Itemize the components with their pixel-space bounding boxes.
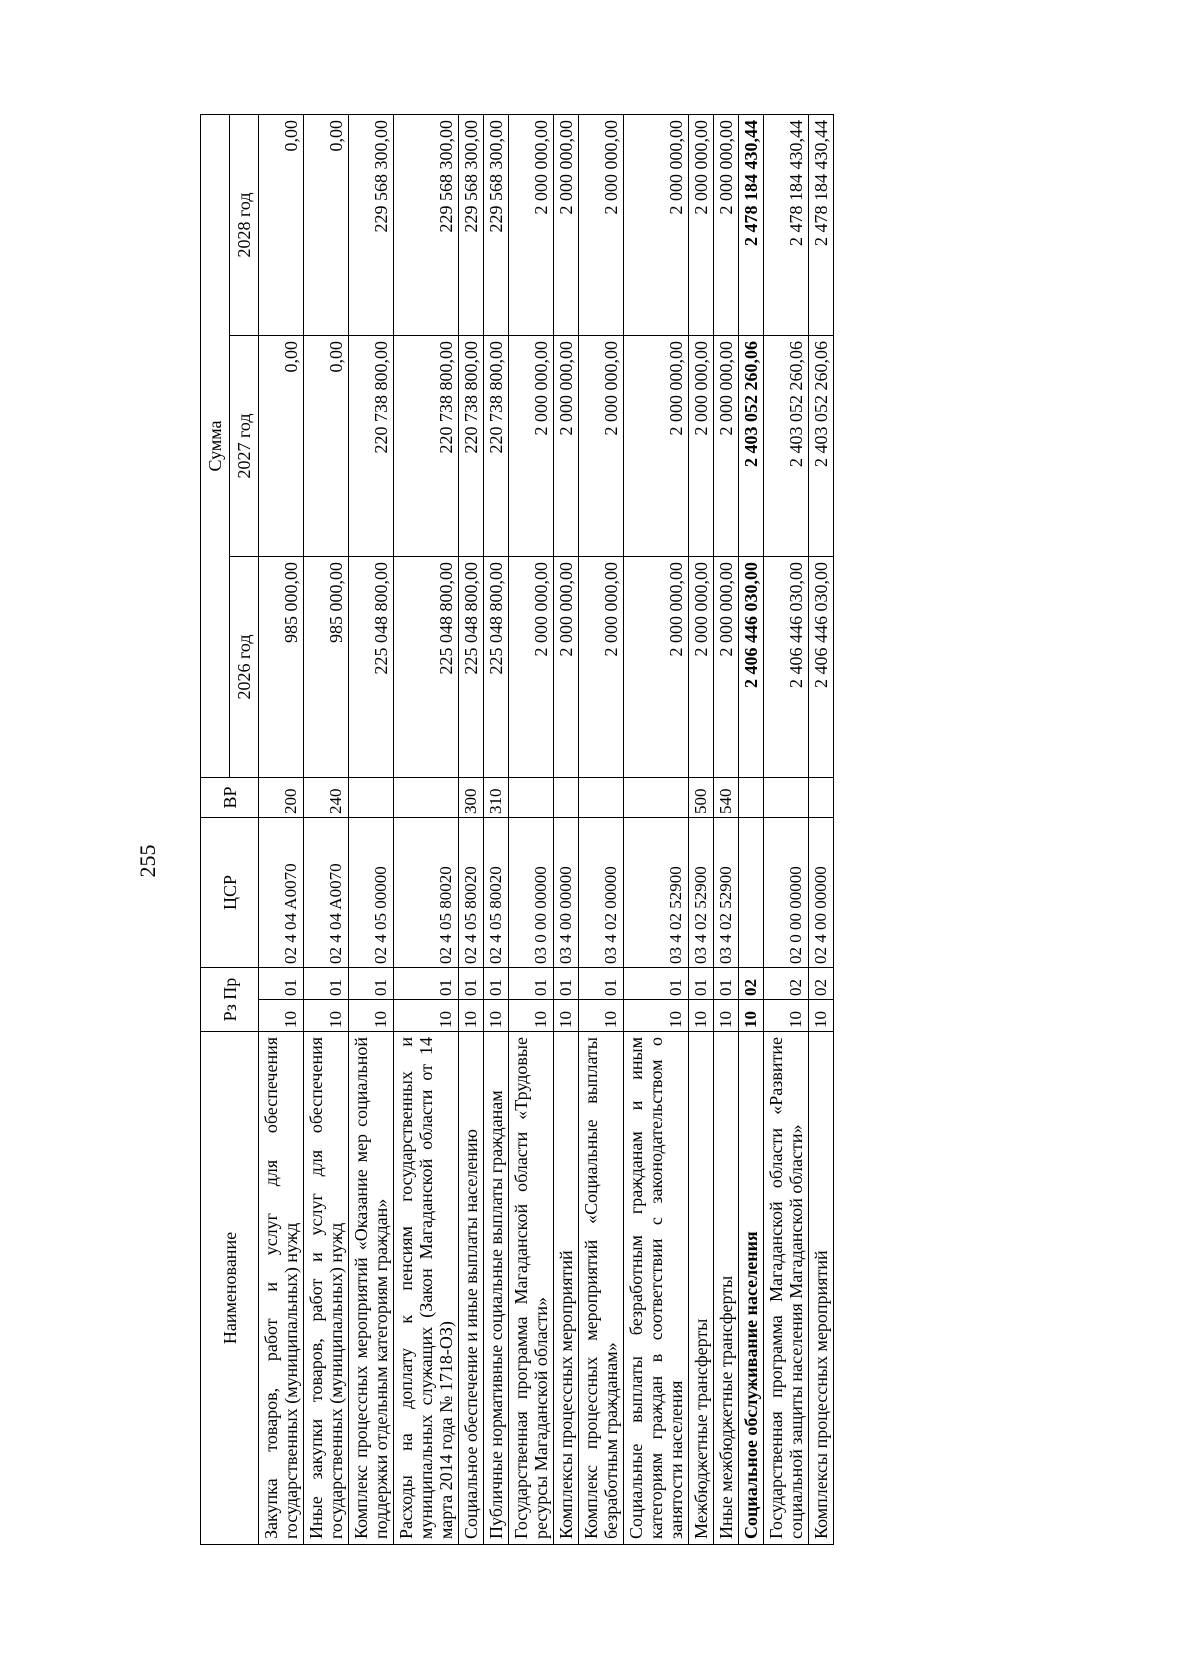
row-csr: 02 4 00 00000 [809,818,834,968]
row-rz: 10 [349,1000,394,1032]
row-csr: 03 4 02 00000 [579,818,624,968]
row-vr [394,778,459,818]
row-csr: 02 4 05 00000 [349,818,394,968]
table-row [509,115,554,1545]
row-pr: 01 [484,968,509,1000]
table-row [349,115,394,1545]
header-csr: ЦСР [201,818,259,968]
row-2028: 0,00 [259,115,304,336]
row-2027: 2 000 000,00 [689,336,714,557]
row-csr: 03 4 02 52900 [689,818,714,968]
row-csr: 02 4 05 80020 [394,818,459,968]
table-row [739,115,764,1545]
row-vr: 300 [459,778,484,818]
row-2028: 229 568 300,00 [459,115,484,336]
row-csr [739,818,764,968]
row-rz: 10 [809,1000,834,1032]
row-2026: 225 048 800,00 [349,557,394,778]
row-2026: 985 000,00 [259,557,304,778]
budget-table [200,114,834,1545]
row-pr: 01 [459,968,484,1000]
row-name: Закупка товаров, работ и услуг для обеспечения государственных (муниципальных) нужд [259,1032,304,1545]
row-2028: 2 000 000,00 [689,115,714,336]
row-name: Социальное обслуживание населения [739,1032,764,1545]
row-2026: 2 000 000,00 [714,557,739,778]
row-vr [739,778,764,818]
row-vr [579,778,624,818]
row-csr: 02 4 04 A0070 [259,818,304,968]
row-csr: 02 4 04 A0070 [304,818,349,968]
row-2027: 0,00 [304,336,349,557]
row-pr: 01 [259,968,304,1000]
table-row [764,115,809,1545]
row-vr: 540 [714,778,739,818]
header-2026: 2026 год [230,557,259,778]
row-name: Комплекс процессных мероприятий «Оказание мер социальной поддержки отдельным категориям граждан» [349,1032,394,1545]
row-rz: 10 [459,1000,484,1032]
row-name: Межбюджетные трансферты [689,1032,714,1545]
table-row [714,115,739,1545]
row-rz: 10 [509,1000,554,1032]
row-vr [509,778,554,818]
row-rz: 10 [689,1000,714,1032]
row-2027: 220 738 800,00 [484,336,509,557]
row-vr [624,778,689,818]
row-name: Государственная программа Магаданской области «Развитие социальной защиты населения Магаданской области» [764,1032,809,1545]
row-vr [809,778,834,818]
row-2026: 2 000 000,00 [509,557,554,778]
page-number: 255 [135,844,160,878]
row-name: Иные закупки товаров, работ и услуг для обеспечения государственных (муниципальных) нужд [304,1032,349,1545]
row-vr: 240 [304,778,349,818]
row-2028: 229 568 300,00 [484,115,509,336]
row-2026: 985 000,00 [304,557,349,778]
row-pr: 01 [394,968,459,1000]
row-name: Комплексы процессных мероприятий [554,1032,579,1545]
row-2027: 2 000 000,00 [624,336,689,557]
row-name: Публичные нормативные социальные выплаты гражданам [484,1032,509,1545]
row-pr: 01 [509,968,554,1000]
row-vr: 500 [689,778,714,818]
table-body [259,115,834,1545]
row-2026: 2 000 000,00 [689,557,714,778]
row-csr: 03 4 02 52900 [624,818,689,968]
row-2027: 2 403 052 260,06 [809,336,834,557]
row-pr: 01 [624,968,689,1000]
table-row [484,115,509,1545]
row-vr: 200 [259,778,304,818]
row-2026: 2 406 446 030,00 [809,557,834,778]
row-rz: 10 [554,1000,579,1032]
row-pr: 02 [739,968,764,1000]
row-2028: 2 000 000,00 [624,115,689,336]
row-2027: 2 000 000,00 [509,336,554,557]
row-2028: 229 568 300,00 [394,115,459,336]
row-rz: 10 [739,1000,764,1032]
row-name: Социальное обеспечение и иные выплаты населению [459,1032,484,1545]
table-row [394,115,459,1545]
row-pr: 01 [554,968,579,1000]
row-rz: 10 [764,1000,809,1032]
row-rz: 10 [624,1000,689,1032]
row-vr [554,778,579,818]
table-row [459,115,484,1545]
row-pr: 01 [714,968,739,1000]
table-row [259,115,304,1545]
row-pr: 02 [764,968,809,1000]
row-pr: 01 [304,968,349,1000]
row-2028: 2 478 184 430,44 [809,115,834,336]
row-2027: 0,00 [259,336,304,557]
row-name: Расходы на доплату к пенсиям государственных и муниципальных служащих (Закон Магаданской области от 14 марта 2014 года № 1718-ОЗ) [394,1032,459,1545]
row-pr: 01 [349,968,394,1000]
header-name: Наименование [201,1032,259,1545]
budget-table-wrapper [200,115,960,1545]
row-rz: 10 [394,1000,459,1032]
row-name: Комплекс процессных мероприятий «Социальные выплаты безработным гражданам» [579,1032,624,1545]
row-csr: 02 4 05 80020 [459,818,484,968]
table-row [689,115,714,1545]
row-2028: 0,00 [304,115,349,336]
row-2028: 2 000 000,00 [554,115,579,336]
row-csr: 02 0 00 00000 [764,818,809,968]
row-2026: 2 000 000,00 [554,557,579,778]
row-2026: 2 000 000,00 [579,557,624,778]
row-rz: 10 [304,1000,349,1032]
row-csr: 03 4 02 52900 [714,818,739,968]
row-2027: 2 403 052 260,06 [739,336,764,557]
table-row [554,115,579,1545]
header-2028: 2028 год [230,115,259,336]
row-vr [764,778,809,818]
row-rz: 10 [259,1000,304,1032]
row-name: Комплексы процессных мероприятий [809,1032,834,1545]
row-rz: 10 [484,1000,509,1032]
row-pr: 01 [579,968,624,1000]
row-csr: 03 0 00 00000 [509,818,554,968]
header-rzpr: Рз Пр [201,968,259,1032]
row-csr: 02 4 05 80020 [484,818,509,968]
row-2027: 220 738 800,00 [349,336,394,557]
row-name: Социальные выплаты безработным гражданам и иным категориям граждан в соответствии с законодательством о занятости населения [624,1032,689,1545]
header-2027: 2027 год [230,336,259,557]
row-2027: 2 000 000,00 [714,336,739,557]
header-sum: Сумма [201,115,230,778]
row-rz: 10 [579,1000,624,1032]
table-row [579,115,624,1545]
row-2028: 2 000 000,00 [714,115,739,336]
row-2027: 2 000 000,00 [554,336,579,557]
row-2027: 2 000 000,00 [579,336,624,557]
row-vr [349,778,394,818]
header-vr: ВР [201,778,259,818]
row-2027: 220 738 800,00 [394,336,459,557]
row-name: Иные межбюджетные трансферты [714,1032,739,1545]
table-row [809,115,834,1545]
row-vr: 310 [484,778,509,818]
row-2026: 225 048 800,00 [459,557,484,778]
row-2026: 225 048 800,00 [484,557,509,778]
row-2028: 2 000 000,00 [509,115,554,336]
table-row [304,115,349,1545]
row-2027: 220 738 800,00 [459,336,484,557]
row-2028: 229 568 300,00 [349,115,394,336]
row-csr: 03 4 00 00000 [554,818,579,968]
row-2026: 2 406 446 030,00 [764,557,809,778]
row-2026: 225 048 800,00 [394,557,459,778]
row-2028: 2 478 184 430,44 [764,115,809,336]
row-pr: 02 [809,968,834,1000]
table-row [624,115,689,1545]
row-2026: 2 000 000,00 [624,557,689,778]
row-pr: 01 [689,968,714,1000]
row-2027: 2 403 052 260,06 [764,336,809,557]
row-2028: 2 478 184 430,44 [739,115,764,336]
row-rz: 10 [714,1000,739,1032]
row-2026: 2 406 446 030,00 [739,557,764,778]
row-name: Государственная программа Магаданской области «Трудовые ресурсы Магаданской области» [509,1032,554,1545]
row-2028: 2 000 000,00 [579,115,624,336]
